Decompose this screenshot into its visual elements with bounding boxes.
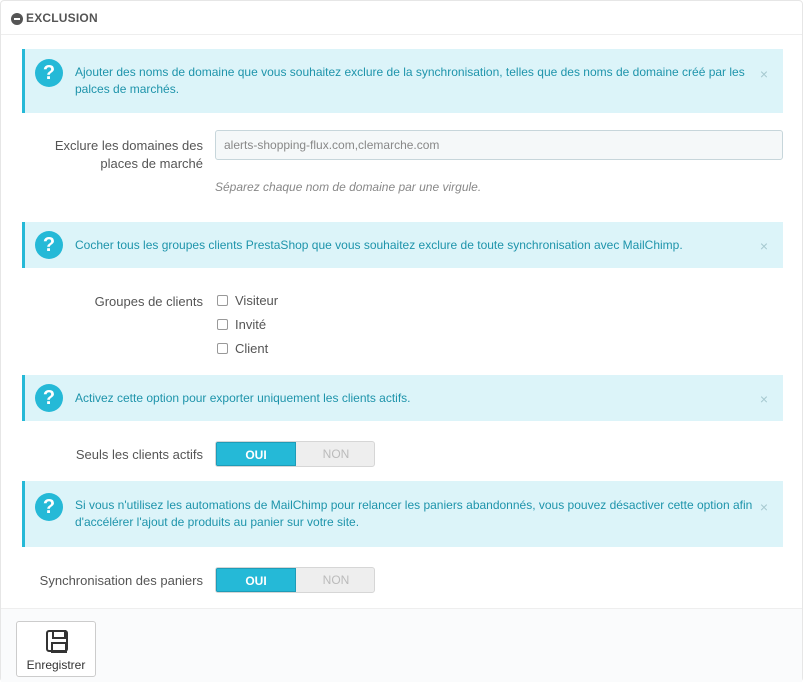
panel-footer xyxy=(1,608,802,682)
save-button[interactable] xyxy=(16,621,96,677)
close-icon[interactable]: × xyxy=(759,66,768,82)
info-alert-groups xyxy=(22,222,783,268)
question-circle-icon: ? xyxy=(35,59,63,87)
question-circle-icon: ? xyxy=(35,493,63,521)
close-icon[interactable]: × xyxy=(759,499,768,515)
checkbox-label: Client xyxy=(235,341,269,356)
alert-text: Si vous n'utilisez les automations de MailChimp pour relancer les paniers abandonnés, vous pouvez désactiver cette option afin d'accélérer l'ajout de produits au panier sur votre site. xyxy=(75,498,753,529)
alert-text: Ajouter des noms de domaine que vous souhaitez exclure de la synchronisation, telles que des noms de domaine créé par les palces de marchés. xyxy=(75,65,745,96)
info-alert-active xyxy=(22,375,783,421)
close-icon[interactable]: × xyxy=(759,238,768,254)
checkbox[interactable] xyxy=(217,343,228,354)
cart-sync-switch[interactable] xyxy=(215,567,375,593)
info-alert-cart xyxy=(22,481,783,547)
active-only-switch[interactable] xyxy=(215,441,375,467)
panel-title: EXCLUSION xyxy=(26,11,98,25)
floppy-disk-icon xyxy=(46,630,68,652)
domains-input[interactable]: alerts-shopping-flux.com,clemarche.com xyxy=(215,130,783,160)
switch-no-option[interactable]: NON xyxy=(322,573,350,587)
checkbox[interactable] xyxy=(217,319,228,330)
alert-text: Activez cette option pour exporter uniquement les clients actifs. xyxy=(75,391,411,405)
alert-text: Cocher tous les groupes clients PrestaShop que vous souhaitez exclure de toute synchronisation avec MailChimp. xyxy=(75,238,683,252)
switch-yes-option[interactable]: OUI xyxy=(216,442,296,466)
close-icon[interactable]: × xyxy=(759,391,768,407)
checkbox-label: Invité xyxy=(235,317,267,332)
panel-heading xyxy=(1,1,802,35)
domains-label: Exclure les domaines des places de marché xyxy=(54,138,203,171)
groups-label: Groupes de clients xyxy=(94,294,203,309)
info-alert-domains xyxy=(22,49,783,113)
cart-sync-label: Synchronisation des paniers xyxy=(39,573,203,588)
checkbox-label: Visiteur xyxy=(235,293,279,308)
switch-no-option[interactable]: NON xyxy=(322,447,350,461)
question-circle-icon: ? xyxy=(35,231,63,259)
minus-circle-icon xyxy=(11,13,23,25)
switch-yes-option[interactable]: OUI xyxy=(216,568,296,592)
active-only-label: Seuls les clients actifs xyxy=(75,447,203,462)
checkbox[interactable] xyxy=(217,295,228,306)
question-circle-icon: ? xyxy=(35,384,63,412)
domains-help: Séparez chaque nom de domaine par une virgule. xyxy=(215,180,482,194)
save-button-label: Enregistrer xyxy=(26,658,86,672)
